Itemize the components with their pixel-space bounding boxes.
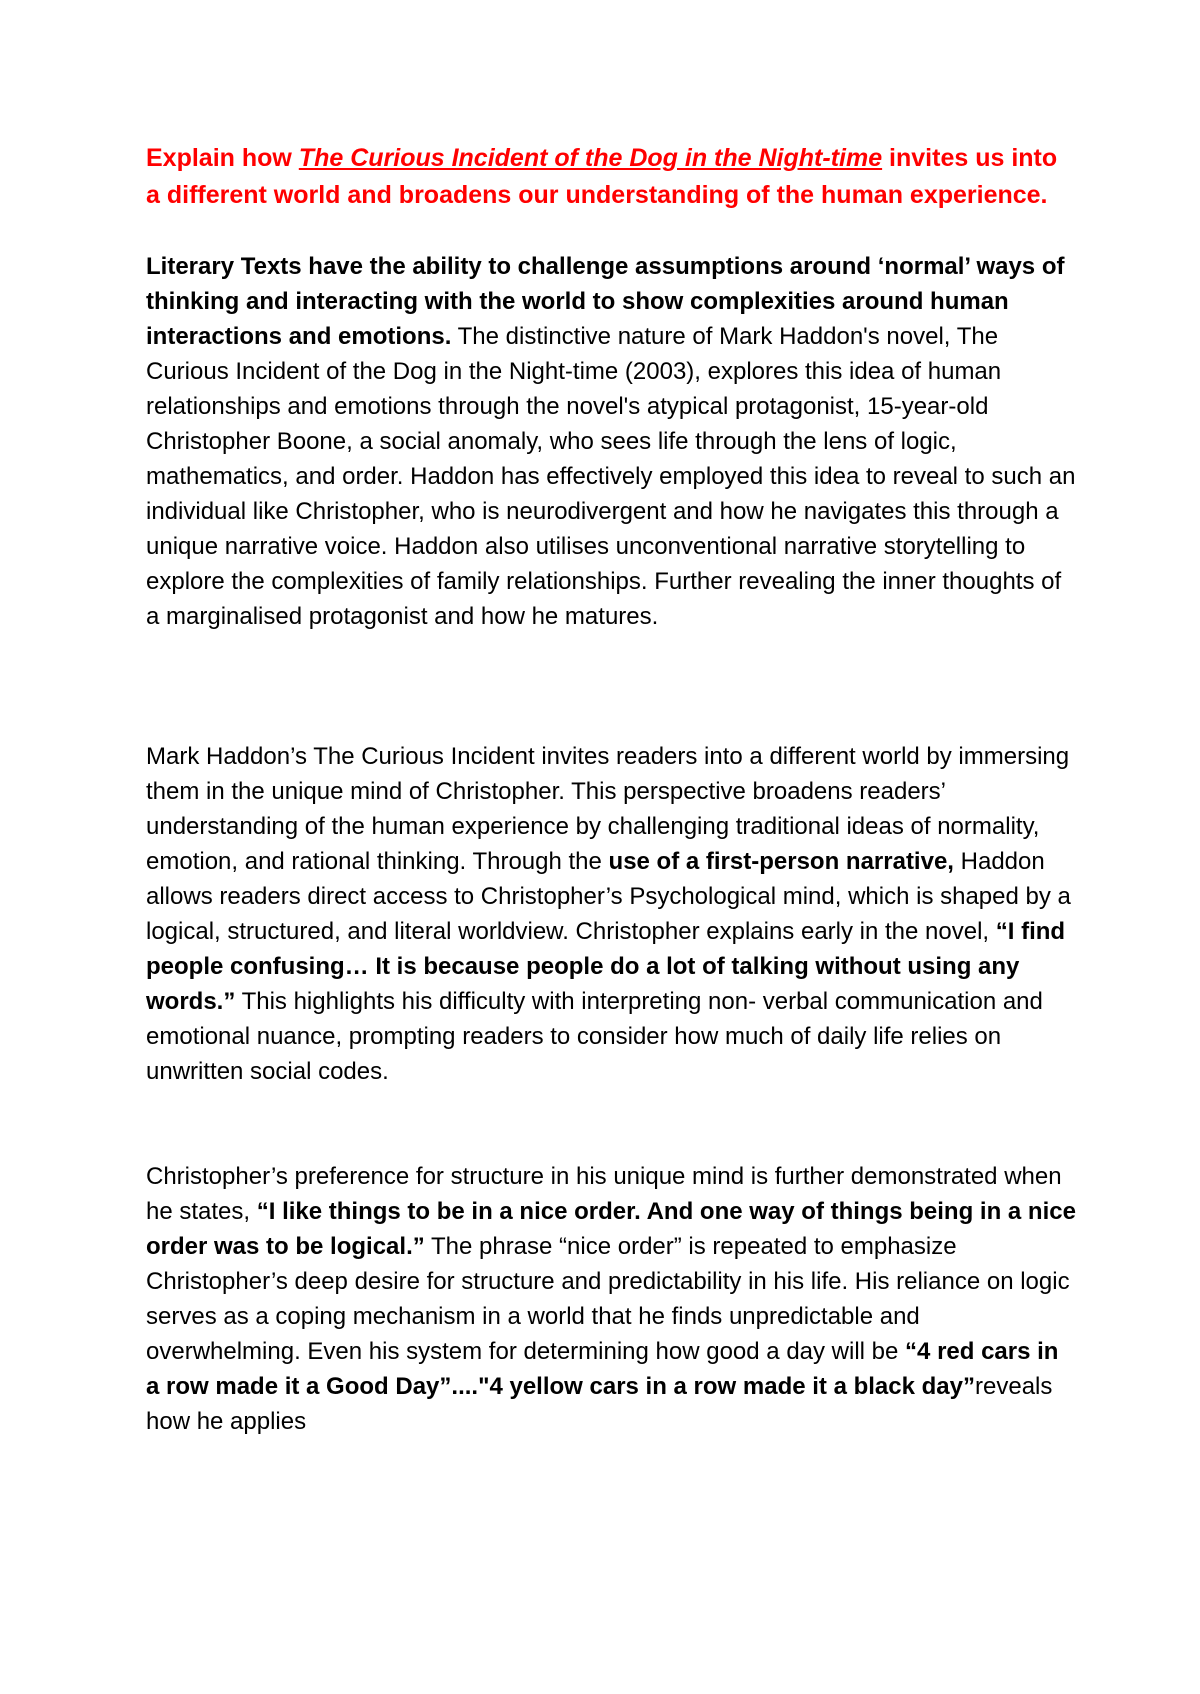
body2-text-b: The phrase “nice order” is repeated to emphasize Christopher’s deep desire for structure and predictability in his life. His reliance on logic serves as a coping mechanism in a world that he finds unpredictable and overwhelming. Even his system for determining how good a day will be [146,1233,1070,1365]
essay-question-heading [146,140,1076,214]
heading-prefix: Explain how [146,144,299,172]
body1-text-c: This highlights his difficulty with interpreting non- verbal communication and emotional nuance, prompting readers to consider how much of daily life relies on unwritten social codes. [146,988,1043,1085]
document-page [146,140,1076,1439]
body1-text-a: Mark Haddon’s The Curious Incident invites readers into a different world by immersing them in the unique mind of Christopher. This perspective broadens readers’ understanding of the human experience by challenging traditional ideas of normality, emotion, and rational thinking. Through the [146,743,1070,875]
body2-text-c: reveals how he applies [146,1373,1053,1435]
heading-suffix: invites us into a different world and broadens our understanding of the human experience. [146,144,1058,209]
body1-quote: “I find people confusing… It is because people do a lot of talking without using any words.” [146,918,1066,1015]
paragraph-body-2 [146,1159,1076,1439]
paragraph-body-1 [146,739,1076,1089]
body2-quote-b: “4 red cars in a row made it a Good Day”...."4 yellow cars in a row made it a black day” [146,1338,1059,1400]
body2-text-a: Christopher’s preference for structure in his unique mind is further demonstrated when he states, [146,1163,1062,1225]
intro-bold-thesis: Literary Texts have the ability to challenge assumptions around ‘normal’ ways of thinking and interacting with the world to show complexities around human interactions and emotions. [146,253,1065,350]
body1-text-b: Haddon allows readers direct access to Christopher’s Psychological mind, which is shaped by a logical, structured, and literal worldview. Christopher explains early in the novel, [146,848,1071,945]
body1-bold-a: use of a first-person narrative, [608,848,954,875]
novel-title: The Curious Incident of the Dog in the Night-time [298,144,883,172]
body2-quote-a: “I like things to be in a nice order. And one way of things being in a nice order was to be logical.” [146,1198,1076,1260]
paragraph-intro [146,249,1076,634]
intro-text: The distinctive nature of Mark Haddon's novel, The Curious Incident of the Dog in the Night-time (2003), explores this idea of human relationships and emotions through the novel's atypical protagonist, 15-year-old Christopher Boone, a social anomaly, who sees life through the lens of logic, mathematics, and order. Haddon has effectively employed this idea to reveal to such an individual like Christopher, who is neurodivergent and how he navigates this through a unique narrative voice. Haddon also utilises unconventional narrative storytelling to explore the complexities of family relationships. Further revealing the inner thoughts of a marginalised protagonist and how he matures. [146,323,1076,630]
